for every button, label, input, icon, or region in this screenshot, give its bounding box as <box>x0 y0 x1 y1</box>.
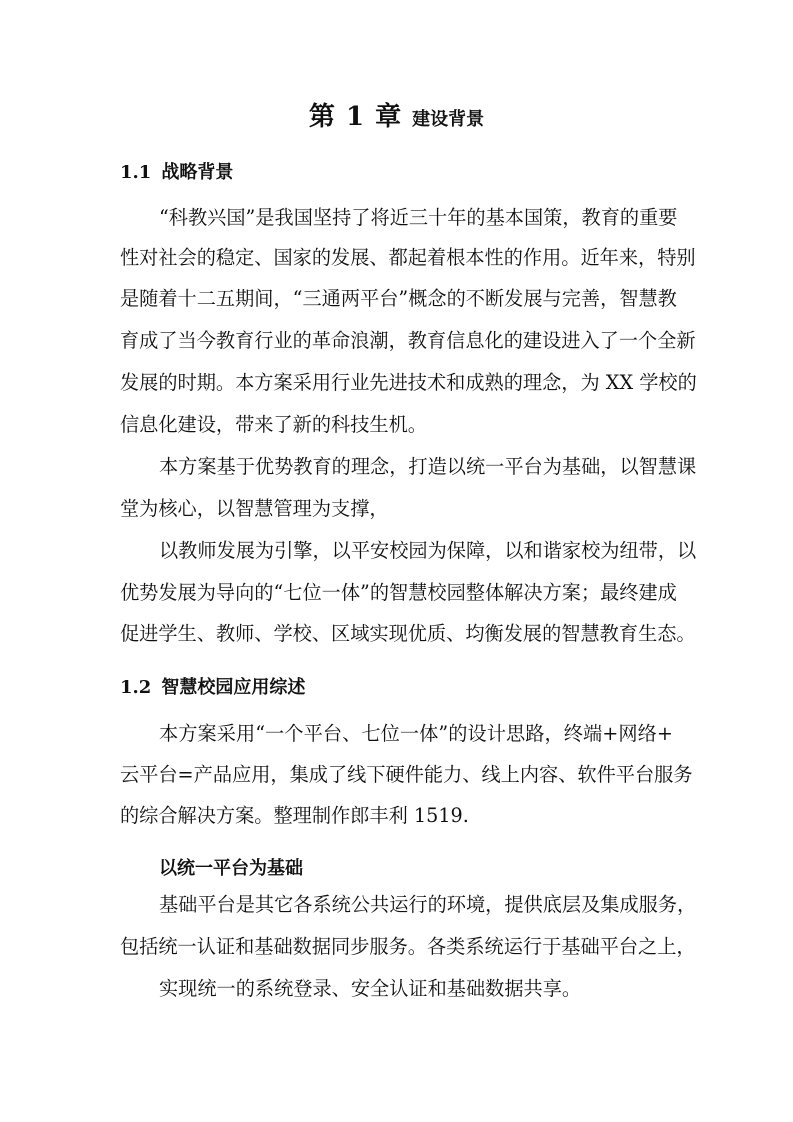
paragraph-line: 的综合解决方案。整理制作郎丰利 1519. <box>120 804 469 827</box>
paragraph-line: 实现统一的系统登录、安全认证和基础数据共享。 <box>159 977 582 1000</box>
paragraph-line: 堂为核心，以智慧管理为支撑， <box>120 497 389 520</box>
chapter-name: 建设背景 <box>412 109 485 130</box>
paragraph-line: 包括统一认证和基础数据同步服务。各类系统运行于基础平台之上， <box>120 935 696 958</box>
section-number: 1.2 <box>120 677 152 698</box>
section-heading-1-2 <box>120 673 305 699</box>
section-number: 1.1 <box>120 162 152 183</box>
chapter-title <box>0 96 793 133</box>
subsection-heading: 以统一平台为基础 <box>159 858 303 879</box>
paragraph-line: 是随着十二五期间，“三通两平台”概念的不断发展与完善，智慧教 <box>120 287 677 310</box>
paragraph-line: 信息化建设，带来了新的科技生机。 <box>120 413 427 436</box>
paragraph-line: 促进学生、教师、学校、区域实现优质、均衡发展的智慧教育生态。 <box>120 622 696 645</box>
paragraph-line: 本方案基于优势教育的理念，打造以统一平台为基础，以智慧课 <box>159 455 697 478</box>
paragraph-line: 云平台=产品应用，集成了线下硬件能力、线上内容、软件平台服务 <box>120 763 693 786</box>
paragraph-line: “科教兴国”是我国坚持了将近三十年的基本国策，教育的重要 <box>159 206 678 229</box>
chapter-number: 第 1 章 <box>308 102 403 132</box>
section-heading-1-1 <box>120 158 233 184</box>
paragraph-line: 优势发展为导向的“七位一体”的智慧校园整体解决方案；最终建成 <box>120 581 677 604</box>
section-title: 智慧校园应用综述 <box>161 677 306 698</box>
section-title: 战略背景 <box>161 162 234 183</box>
paragraph-line: 发展的时期。本方案采用行业先进技术和成熟的理念，为 XX 学校的 <box>120 371 697 394</box>
paragraph-line: 性对社会的稳定、国家的发展、都起着根本性的作用。近年来，特别 <box>120 246 696 269</box>
paragraph-line: 以教师发展为引擎，以平安校园为保障，以和谐家校为纽带，以 <box>159 539 697 562</box>
paragraph-line: 基础平台是其它各系统公共运行的环境，提供底层及集成服务， <box>159 893 697 916</box>
paragraph-line: 本方案采用“一个平台、七位一体”的设计思路，终端+网络+ <box>159 722 673 745</box>
paragraph-line: 育成了当今教育行业的革命浪潮，教育信息化的建设进入了一个全新 <box>120 329 696 352</box>
